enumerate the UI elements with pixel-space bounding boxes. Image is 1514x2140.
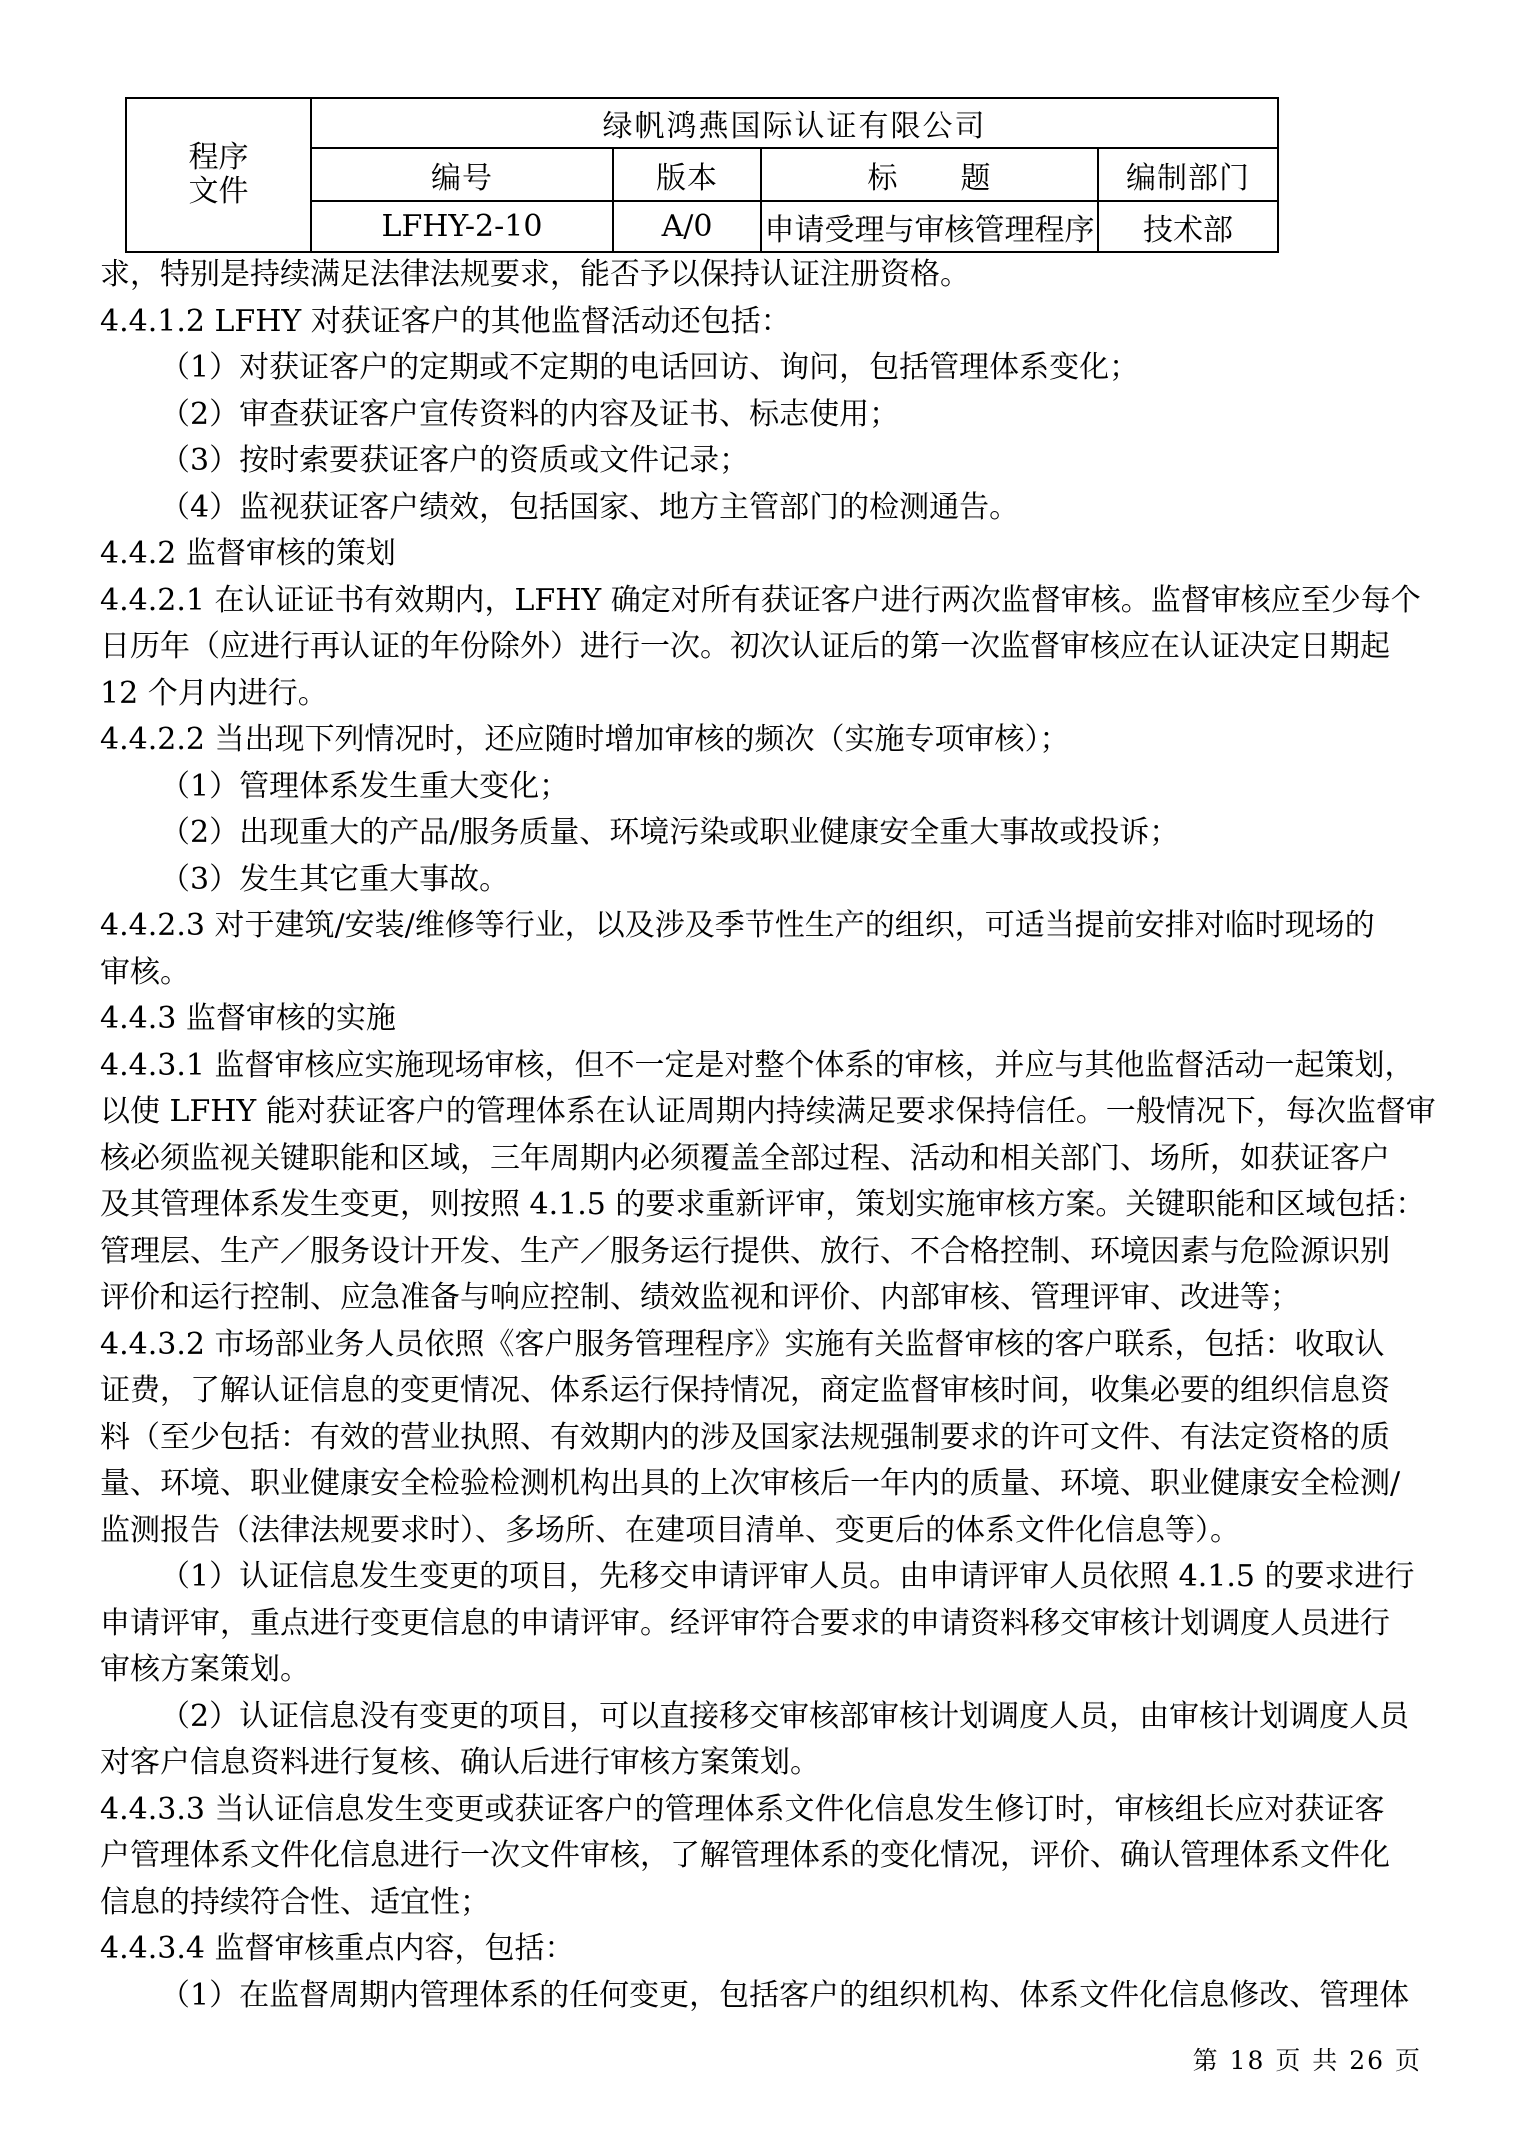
body-line: （2）审查获证客户宣传资料的内容及证书、标志使用； <box>160 396 900 432</box>
body-line: （1）管理体系发生重大变化； <box>160 768 570 804</box>
body-line: （4）监视获证客户绩效，包括国家、地方主管部门的检测通告。 <box>160 489 1020 525</box>
body-line: 评价和运行控制、应急准备与响应控制、绩效监视和评价、内部审核、管理评审、改进等； <box>100 1280 1300 1315</box>
body-line: 户管理体系文件化信息进行一次文件审核，了解管理体系的变化情况，评价、确认管理体系文件化 <box>100 1838 1390 1873</box>
col-number-label: 编号 <box>311 148 613 201</box>
body-line: 及其管理体系发生变更，则按照 4.1.5 的要求重新评审，策划实施审核方案。关键职能和区域包括： <box>100 1187 1426 1222</box>
body-line: 4.4.3.3 当认证信息发生变更或获证客户的管理体系文件化信息发生修订时，审核组长应对获证客 <box>100 1791 1385 1827</box>
body-line: （3）按时索要获证客户的资质或文件记录； <box>160 443 750 478</box>
body-line: 核必须监视关键职能和区域，三年周期内必须覆盖全部过程、活动和相关部门、场所，如获证客户 <box>100 1140 1390 1176</box>
body-line: 4.4.2.2 当出现下列情况时，还应随时增加审核的频次（实施专项审核）； <box>100 722 1070 757</box>
body-line: 求，特别是持续满足法律法规要求，能否予以保持认证注册资格。 <box>100 257 970 292</box>
body-line: 4.4.1.2 LFHY 对获证客户的其他监督活动还包括： <box>100 303 791 339</box>
body-line: 审核方案策划。 <box>100 1652 310 1687</box>
body-line: 4.4.2 监督审核的策划 <box>100 536 396 571</box>
doc-type-line2: 文件 <box>188 174 249 209</box>
body-text <box>0 252 1514 2019</box>
body-line: 4.4.3 监督审核的实施 <box>100 1001 396 1036</box>
body-line: 对客户信息资料进行复核、确认后进行审核方案策划。 <box>100 1745 820 1780</box>
doc-title-value: 申请受理与审核管理程序 <box>761 201 1098 252</box>
body-line: 4.4.3.1 监督审核应实施现场审核，但不一定是对整个体系的审核，并应与其他监督活动一起策划， <box>100 1047 1415 1083</box>
body-line: （1）在监督周期内管理体系的任何变更，包括客户的组织机构、体系文件化信息修改、管理体 <box>160 1977 1410 2013</box>
body-line: 申请评审，重点进行变更信息的申请评审。经评审符合要求的申请资料移交审核计划调度人员进行 <box>100 1605 1390 1641</box>
doc-header-table <box>125 97 1279 253</box>
doc-version-value: A/0 <box>613 201 761 252</box>
body-line: 审核。 <box>100 954 190 990</box>
body-line: 证费，了解认证信息的变更情况、体系运行保持情况，商定监督审核时间，收集必要的组织信息资 <box>100 1373 1390 1408</box>
body-line: （2）认证信息没有变更的项目，可以直接移交审核部审核计划调度人员，由审核计划调度人员 <box>160 1698 1410 1734</box>
body-line: 日历年（应进行再认证的年份除外）进行一次。初次认证后的第一次监督审核应在认证决定日期起 <box>100 629 1390 664</box>
body-line: 4.4.2.1 在认证证书有效期内，LFHY 确定对所有获证客户进行两次监督审核。监督审核应至少每个 <box>100 582 1421 618</box>
col-dept-label: 编制部门 <box>1098 148 1278 201</box>
body-line: 4.4.3.2 市场部业务人员依照《客户服务管理程序》实施有关监督审核的客户联系，包括：收取认 <box>100 1326 1385 1362</box>
body-line: 料（至少包括：有效的营业执照、有效期内的涉及国家法规强制要求的许可文件、有法定资格的质 <box>100 1419 1390 1455</box>
body-line: 12 个月内进行。 <box>100 675 328 711</box>
doc-number-value: LFHY-2-10 <box>311 201 613 252</box>
body-line: （1）对获证客户的定期或不定期的电话回访、询问，包括管理体系变化； <box>160 350 1140 385</box>
page-footer: 第 18 页 共 26 页 <box>1192 2046 1422 2075</box>
doc-type-line1: 程序 <box>188 140 249 175</box>
body-line: 信息的持续符合性、适宜性； <box>100 1884 490 1920</box>
body-line: 管理层、生产／服务设计开发、生产／服务运行提供、放行、不合格控制、环境因素与危险源识别 <box>100 1233 1390 1269</box>
col-title-label: 标 题 <box>761 148 1098 201</box>
col-version-label: 版本 <box>613 148 761 201</box>
body-line: 量、环境、职业健康安全检验检测机构出具的上次审核后一年内的质量、环境、职业健康安全检测/ <box>100 1466 1401 1501</box>
body-line: 监测报告（法律法规要求时）、多场所、在建项目清单、变更后的体系文件化信息等）。 <box>100 1512 1240 1548</box>
doc-type-cell <box>126 98 311 252</box>
body-line: 4.4.2.3 对于建筑/安装/维修等行业，以及涉及季节性生产的组织，可适当提前安排对临时现场的 <box>100 908 1375 943</box>
company-name: 绿帆鸿燕国际认证有限公司 <box>311 98 1278 148</box>
body-line: 以使 LFHY 能对获证客户的管理体系在认证周期内持续满足要求保持信任。一般情况下，每次监督审 <box>100 1094 1436 1129</box>
body-line: （2）出现重大的产品/服务质量、环境污染或职业健康安全重大事故或投诉； <box>160 815 1180 850</box>
doc-dept-value: 技术部 <box>1098 201 1278 252</box>
body-line: （3）发生其它重大事故。 <box>160 861 510 897</box>
body-line: （1）认证信息发生变更的项目，先移交申请评审人员。由申请评审人员依照 4.1.5 的要求进行 <box>160 1559 1415 1594</box>
body-line: 4.4.3.4 监督审核重点内容，包括： <box>100 1931 575 1966</box>
